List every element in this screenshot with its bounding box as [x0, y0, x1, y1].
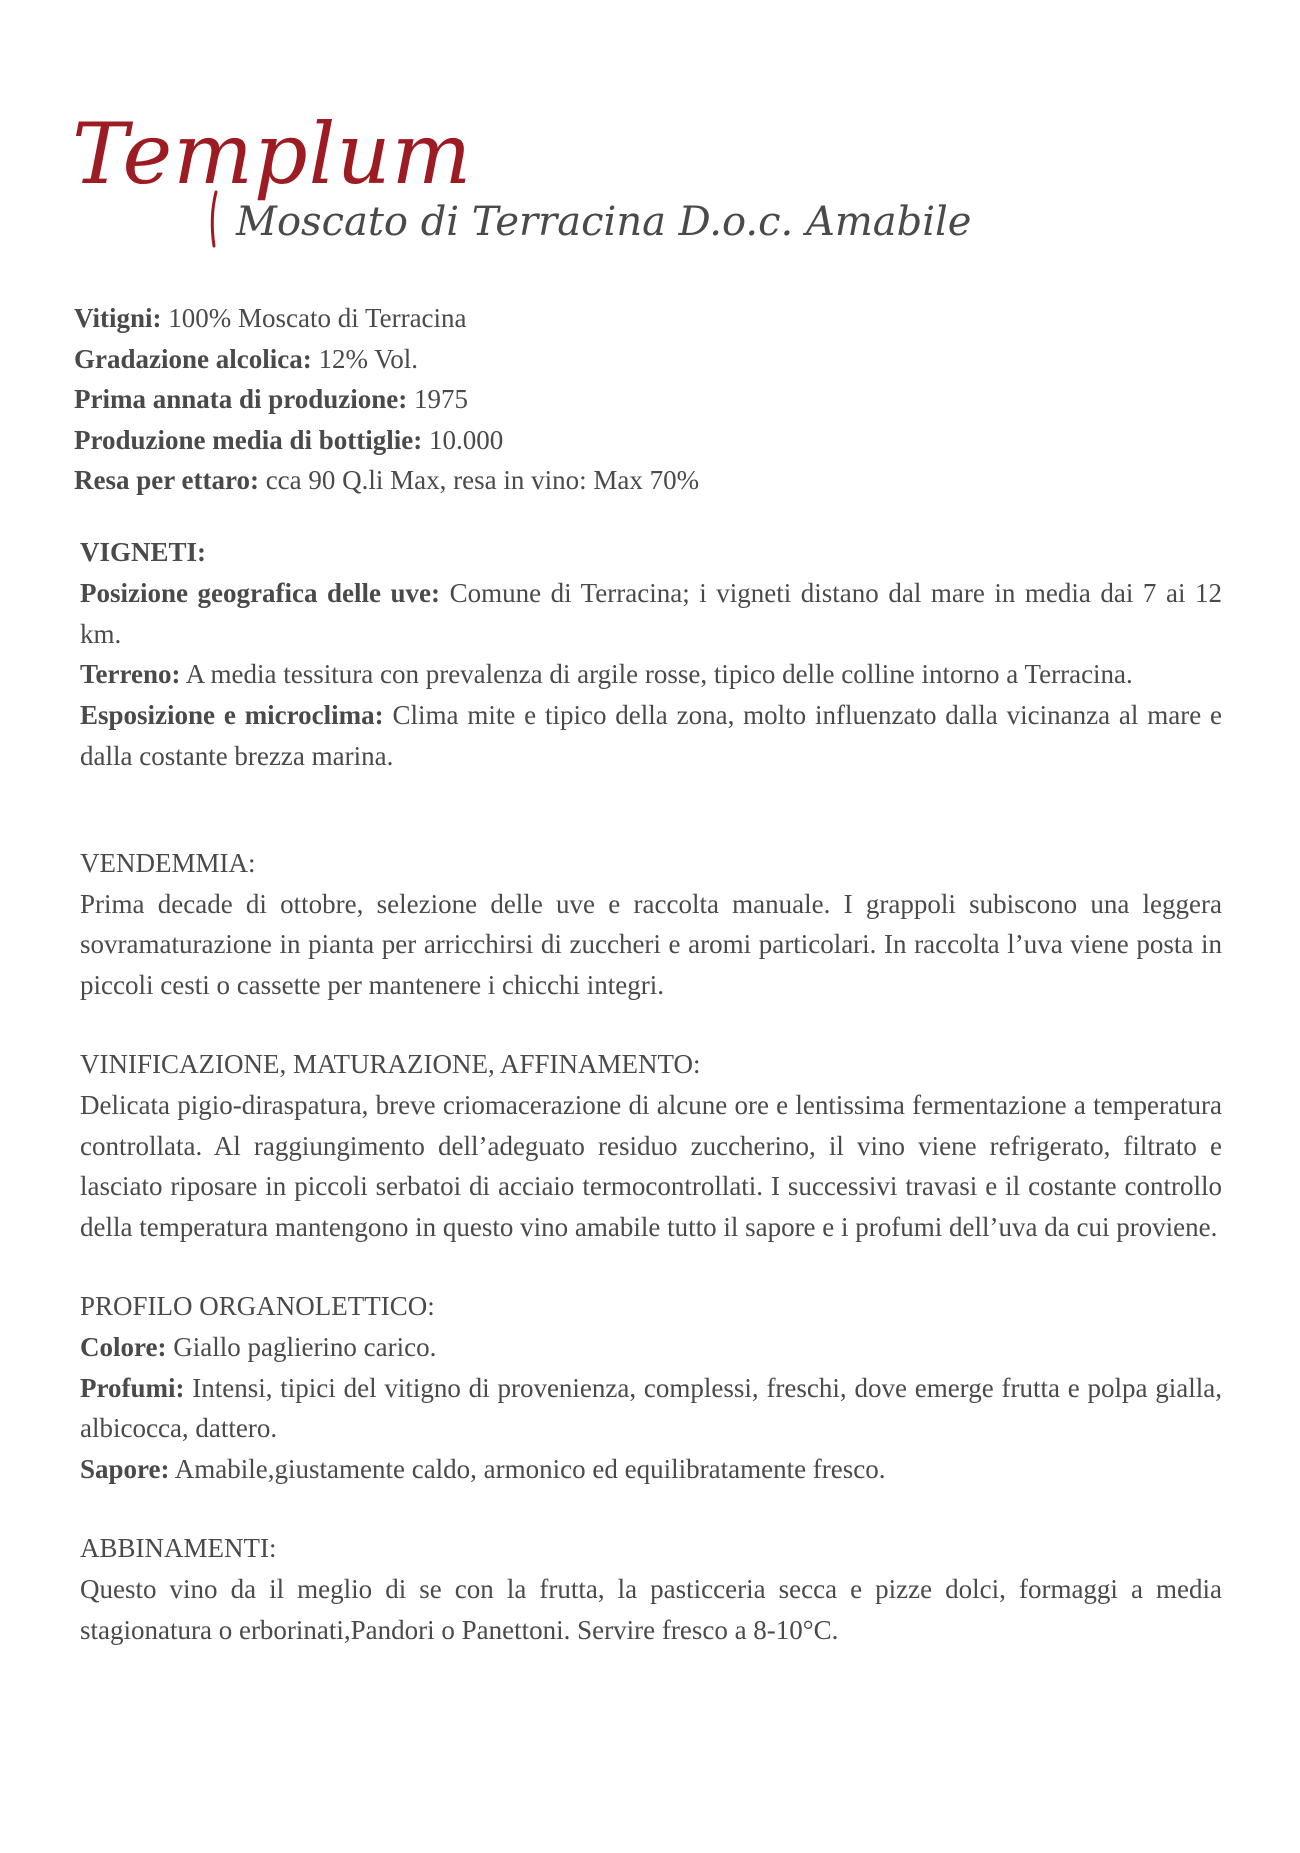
brand-swash-decoration: [208, 190, 218, 248]
profilo-profumi: [80, 1368, 1222, 1450]
vigneti-terreno: [80, 654, 1222, 695]
section-heading-vendemmia: VENDEMMIA:: [80, 847, 256, 878]
item-label: Esposizione e microclima:: [80, 700, 384, 731]
section-heading-vinificazione: VINIFICAZIONE, MATURAZIONE, AFFINAMENTO:: [80, 1048, 701, 1079]
spec-value: 1975: [414, 384, 469, 414]
vendemmia-text: Prima decade di ottobre, selezione delle uve e raccolta manuale. I grappoli subiscono una leggera sovramaturazione in pianta per arricchirsi di zuccheri e aromi particolari. In raccolta l’uva viene posta in piccoli cesti o cassette per mantenere i chicchi integri.: [80, 888, 1222, 1001]
item-label: Sapore:: [80, 1454, 170, 1485]
spacer: [80, 1248, 1222, 1286]
content-body: [80, 532, 1222, 1650]
abbinamenti-text: Questo vino da il meglio di se con la frutta, la pasticceria secca e pizze dolci, formaggi a media stagionatura o erborinati,Pandori o Panettoni. Servire fresco a 8-10°C.: [80, 1573, 1222, 1645]
item-label: Terreno:: [80, 659, 181, 690]
item-label: Posizione geografica delle uve:: [80, 577, 441, 608]
vigneti-posizione: [80, 573, 1222, 655]
spec-label: Resa per ettaro:: [74, 465, 259, 495]
section-profilo: [80, 1286, 1222, 1490]
spacer: [80, 1490, 1222, 1528]
spec-row-gradazione: [74, 339, 1234, 380]
item-label: Colore:: [80, 1331, 167, 1362]
spec-label: Vitigni:: [74, 303, 162, 333]
brand-subtitle: Moscato di Terracina D.o.c. Amabile: [236, 199, 972, 245]
section-heading-profilo: PROFILO ORGANOLETTICO:: [80, 1290, 435, 1321]
spec-row-resa: [74, 460, 1234, 501]
spec-row-prima-annata: [74, 379, 1234, 420]
section-vendemmia: [80, 843, 1222, 1006]
spec-row-produzione: [74, 420, 1234, 461]
item-label: Profumi:: [80, 1372, 185, 1403]
spec-row-vitigni: [74, 298, 1234, 339]
spec-value: cca 90 Q.li Max, resa in vino: Max 70%: [265, 465, 700, 495]
spec-value: 12% Vol.: [318, 343, 418, 374]
spec-value: 10.000: [429, 424, 504, 455]
brand-title: Templum: [72, 105, 473, 203]
item-text: Amabile,giustamente caldo, armonico ed equilibratamente fresco.: [174, 1454, 886, 1485]
spacer: [80, 777, 1222, 843]
item-text: Giallo paglierino carico.: [173, 1331, 437, 1362]
section-heading-abbinamenti: ABBINAMENTI:: [80, 1532, 277, 1563]
profilo-colore: [80, 1327, 1222, 1368]
spec-list: [74, 298, 1234, 501]
spec-value: 100% Moscato di Terracina: [168, 303, 467, 333]
section-heading-vigneti: VIGNETI:: [80, 537, 207, 567]
vigneti-esposizione: [80, 695, 1222, 777]
item-text: Clima mite e tipico della zona, molto influenzato dalla vicinanza al mare e dalla costante brezza marina.: [80, 700, 1223, 771]
profilo-sapore: [80, 1449, 1222, 1490]
section-vinificazione: [80, 1044, 1222, 1248]
item-text: Comune di Terracina; i vigneti distano dal mare in media dai 7 ai 12 km.: [80, 577, 1222, 649]
vinificazione-text: Delicata pigio-diraspatura, breve criomacerazione di alcune ore e lentissima fermentazione a temperatura controllata. Al raggiungimento dell’adeguato residuo zuccherino, il vino viene refrigerato, filtrato e lasciato riposare in piccoli serbatoi di acciaio termocontrollati. I successivi travasi e il costante controllo della temperatura mantengono in questo vino amabile tutto il sapore e i profumi dell’uva da cui proviene.: [80, 1089, 1222, 1243]
spec-label: Prima annata di produzione:: [74, 384, 408, 414]
spec-label: Gradazione alcolica:: [74, 343, 312, 374]
spec-label: Produzione media di bottiglie:: [74, 424, 423, 455]
spacer: [80, 1006, 1222, 1044]
item-text: Intensi, tipici del vitigno di provenienza, complessi, freschi, dove emerge frutta e polpa gialla, albicocca, dattero.: [80, 1372, 1222, 1444]
section-abbinamenti: [80, 1528, 1222, 1650]
section-vigneti: [80, 532, 1222, 777]
item-text: A media tessitura con prevalenza di argile rosse, tipico delle colline intorno a Terracina.: [185, 659, 1133, 690]
